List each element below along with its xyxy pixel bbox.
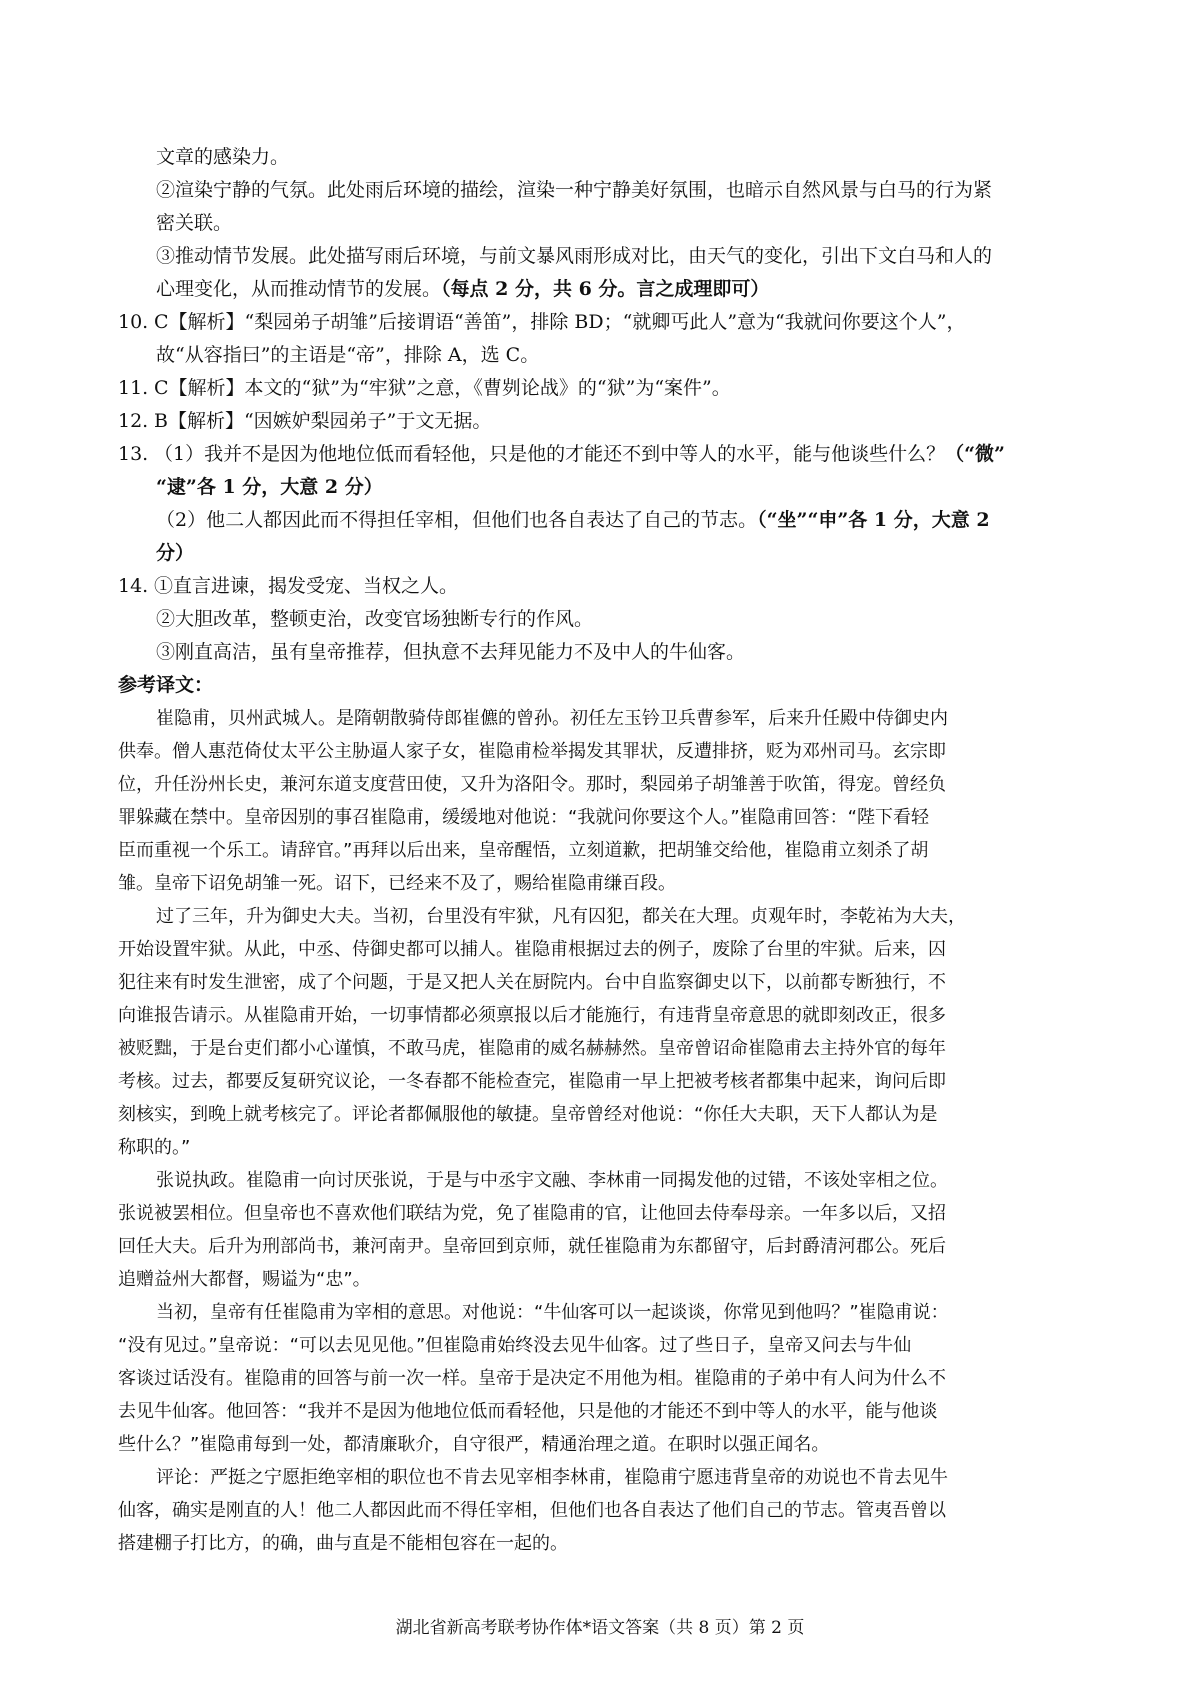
translation-line: 考核。过去，都要反复研究议论，一冬春都不能检查完，崔隐甫一早上把被考核者都集中起来，询问后即: [118, 1071, 946, 1092]
question-number: 10.: [118, 311, 149, 333]
translation-paragraph: [118, 702, 1098, 900]
page-footer: 湖北省新高考联考协作体*语文答案（共 8 页）第 2 页: [395, 1618, 805, 1638]
translation-line: “没有见过。”皇帝说：“可以去见见他。”但崔隐甫始终没去见牛仙客。过了些日子，皇帝又问去与牛仙: [118, 1335, 912, 1356]
translation-line: 开始设置牢狱。从此，中丞、侍御史都可以捕人。崔隐甫根据过去的例子，废除了台里的牢狱。后来，囚: [118, 939, 946, 960]
document-body: [118, 141, 1098, 1560]
translation-line: 雏。皇帝下诏免胡雏一死。诏下，已经来不及了，赐给崔隐甫缣百段。: [118, 873, 676, 894]
question-14: [118, 570, 1098, 603]
question-number: 12.: [118, 410, 149, 432]
translation-line: 称职的。”: [118, 1137, 191, 1158]
translation-paragraph: [118, 1461, 1098, 1560]
translation-paragraph: [118, 900, 1098, 1164]
answer-line: ③刚直高洁，虽有皇帝推荐，但执意不去拜见能力不及中人的牛仙客。: [156, 641, 746, 663]
translation-line: 臣而重视一个乐工。请辞官。”再拜以后出来，皇帝醒悟，立刻道歉，把胡雏交给他，崔隐甫立刻杀了胡: [118, 840, 929, 861]
translation-line: 张说被罢相位。但皇帝也不喜欢他们联结为党，免了崔隐甫的官，让他回去侍奉母亲。一年多以后，又招: [118, 1203, 946, 1224]
question-number: 14.: [118, 575, 149, 597]
translation-line: 过了三年，升为御史大夫。当初，台里没有牢狱，凡有囚犯，都关在大理。贞观年时，李乾祐为大夫，: [156, 906, 966, 927]
translation-line: 刻核实，到晚上就考核完了。评论者都佩服他的敏捷。皇帝曾经对他说：“你任大夫职，天下人都认为是: [118, 1104, 938, 1125]
answer-text: （2）他二人都因此而不得担任宰相，但他们也各自表达了自己的节志。: [156, 509, 758, 531]
answer-line: 文章的感染力。: [156, 146, 290, 168]
answer-text: C【解析】本文的“狱”为“牢狱”之意，《曹刿论战》的“狱”为“案件”。: [154, 377, 731, 399]
question-10: [118, 306, 1098, 339]
translation-line: 犯往来有时发生泄密，成了个问题，于是又把人关在厨院内。台中自监察御史以下，以前都专断独行，不: [118, 972, 946, 993]
question-13: [118, 438, 1098, 471]
score-note: 分）: [156, 542, 195, 564]
answer-text: B【解析】“因嫉妒梨园弟子”于文无据。: [154, 410, 492, 432]
translation-line: 位，升任汾州长史，兼河东道支度营田使，又升为洛阳令。那时，梨园弟子胡雏善于吹笛，得宠。曾经负: [118, 774, 946, 795]
answer-line: ②渲染宁静的气氛。此处雨后环境的描绘，渲染一种宁静美好氛围，也暗示自然风景与白马的行为紧: [156, 179, 993, 201]
translation-line: 回任大夫。后升为刑部尚书，兼河南尹。皇帝回到京师，就任崔隐甫为东都留守，后封爵清河郡公。死后: [118, 1236, 946, 1257]
score-note: “逮”各 1 分，大意 2 分）: [156, 476, 383, 498]
translation-line: 客谈过话没有。崔隐甫的回答与前一次一样。皇帝于是决定不用他为相。崔隐甫的子弟中有人问为什么不: [118, 1368, 946, 1389]
translation-line: 当初，皇帝有任崔隐甫为宰相的意思。对他说：“牛仙客可以一起谈谈，你常见到他吗？”崔隐甫说：: [156, 1302, 949, 1323]
translation-line: 仙客，确实是刚直的人！他二人都因此而不得任宰相，但他们也各自表达了他们自己的节志。管夷吾曾以: [118, 1500, 946, 1521]
answer-line: [118, 504, 1098, 537]
question-number: 13.: [118, 443, 149, 465]
translation-line: 追赠益州大都督，赐谥为“忠”。: [118, 1269, 371, 1290]
answer-line: [118, 273, 1098, 306]
question-12: [118, 405, 1098, 438]
score-note: （“坐”“申”各 1 分，大意 2: [757, 509, 990, 531]
translation-line: 罪躲藏在禁中。皇帝因别的事召崔隐甫，缓缓地对他说：“我就问你要这个人。”崔隐甫回答：“陛下看轻: [118, 807, 929, 828]
answer-text: C【解析】“梨园弟子胡雏”后接谓语“善笛”，排除 BD；“就卿丐此人”意为“我就问你要这个人”，: [154, 311, 966, 333]
translation-line: 向谁报告请示。从崔隐甫开始，一切事情都必须禀报以后才能施行，有违背皇帝意思的就即刻改正，很多: [118, 1005, 946, 1026]
translation-line: 评论：严挺之宁愿拒绝宰相的职位也不肯去见宰相李林甫，崔隐甫宁愿违背皇帝的劝说也不肯去见牛: [156, 1467, 948, 1488]
translation-line: 张说执政。崔隐甫一向讨厌张说，于是与中丞宇文融、李林甫一同揭发他的过错，不该处宰相之位。: [156, 1170, 948, 1191]
answer-line: 故“从容指曰”的主语是“帝”，排除 A，选 C。: [156, 344, 540, 366]
answer-line: ③推动情节发展。此处描写雨后环境，与前文暴风雨形成对比，由天气的变化，引出下文白马和人的: [156, 245, 993, 267]
answer-line: ②大胆改革，整顿吏治，改变官场独断专行的作风。: [156, 608, 594, 630]
translation-line: 供奉。僧人惠范倚仗太平公主胁逼人家子女，崔隐甫检举揭发其罪状，反遭排挤，贬为邓州司马。玄宗即: [118, 741, 946, 762]
translation-line: 被贬黜，于是台吏们都小心谨慎，不敢马虎，崔隐甫的威名赫赫然。皇帝曾诏命崔隐甫去主持外官的每年: [118, 1038, 946, 1059]
translation-body: [118, 702, 1098, 1560]
translation-paragraph: [118, 1164, 1098, 1296]
answer-text: （1）我并不是因为他地位低而看轻他，只是他的才能还不到中等人的水平，能与他谈些什么？: [154, 443, 946, 465]
question-11: [118, 372, 1098, 405]
translation-line: 些什么？”崔隐甫每到一处，都清廉耿介，自守很严，精通治理之道。在职时以强正闻名。: [118, 1434, 830, 1455]
score-note: （“微”: [945, 443, 1005, 465]
translation-line: 崔隐甫，贝州武城人。是隋朝散骑侍郎崔儦的曾孙。初任左玉钤卫兵曹参军，后来升任殿中侍御史内: [156, 708, 948, 729]
translation-heading: 参考译文：: [118, 674, 214, 696]
translation-line: 搭建棚子打比方，的确，曲与直是不能相包容在一起的。: [118, 1533, 568, 1554]
answer-line: 密关联。: [156, 212, 233, 234]
score-note: （每点 2 分，共 6 分。言之成理即可）: [441, 278, 770, 300]
answer-text: 心理变化，从而推动情节的发展。: [156, 278, 442, 300]
answer-text: ①直言进谏，揭发受宠、当权之人。: [154, 575, 459, 597]
question-number: 11.: [118, 377, 149, 399]
translation-line: 去见牛仙客。他回答：“我并不是因为他地位低而看轻他，只是他的才能还不到中等人的水平，能与他谈: [118, 1401, 938, 1422]
translation-paragraph: [118, 1296, 1098, 1461]
